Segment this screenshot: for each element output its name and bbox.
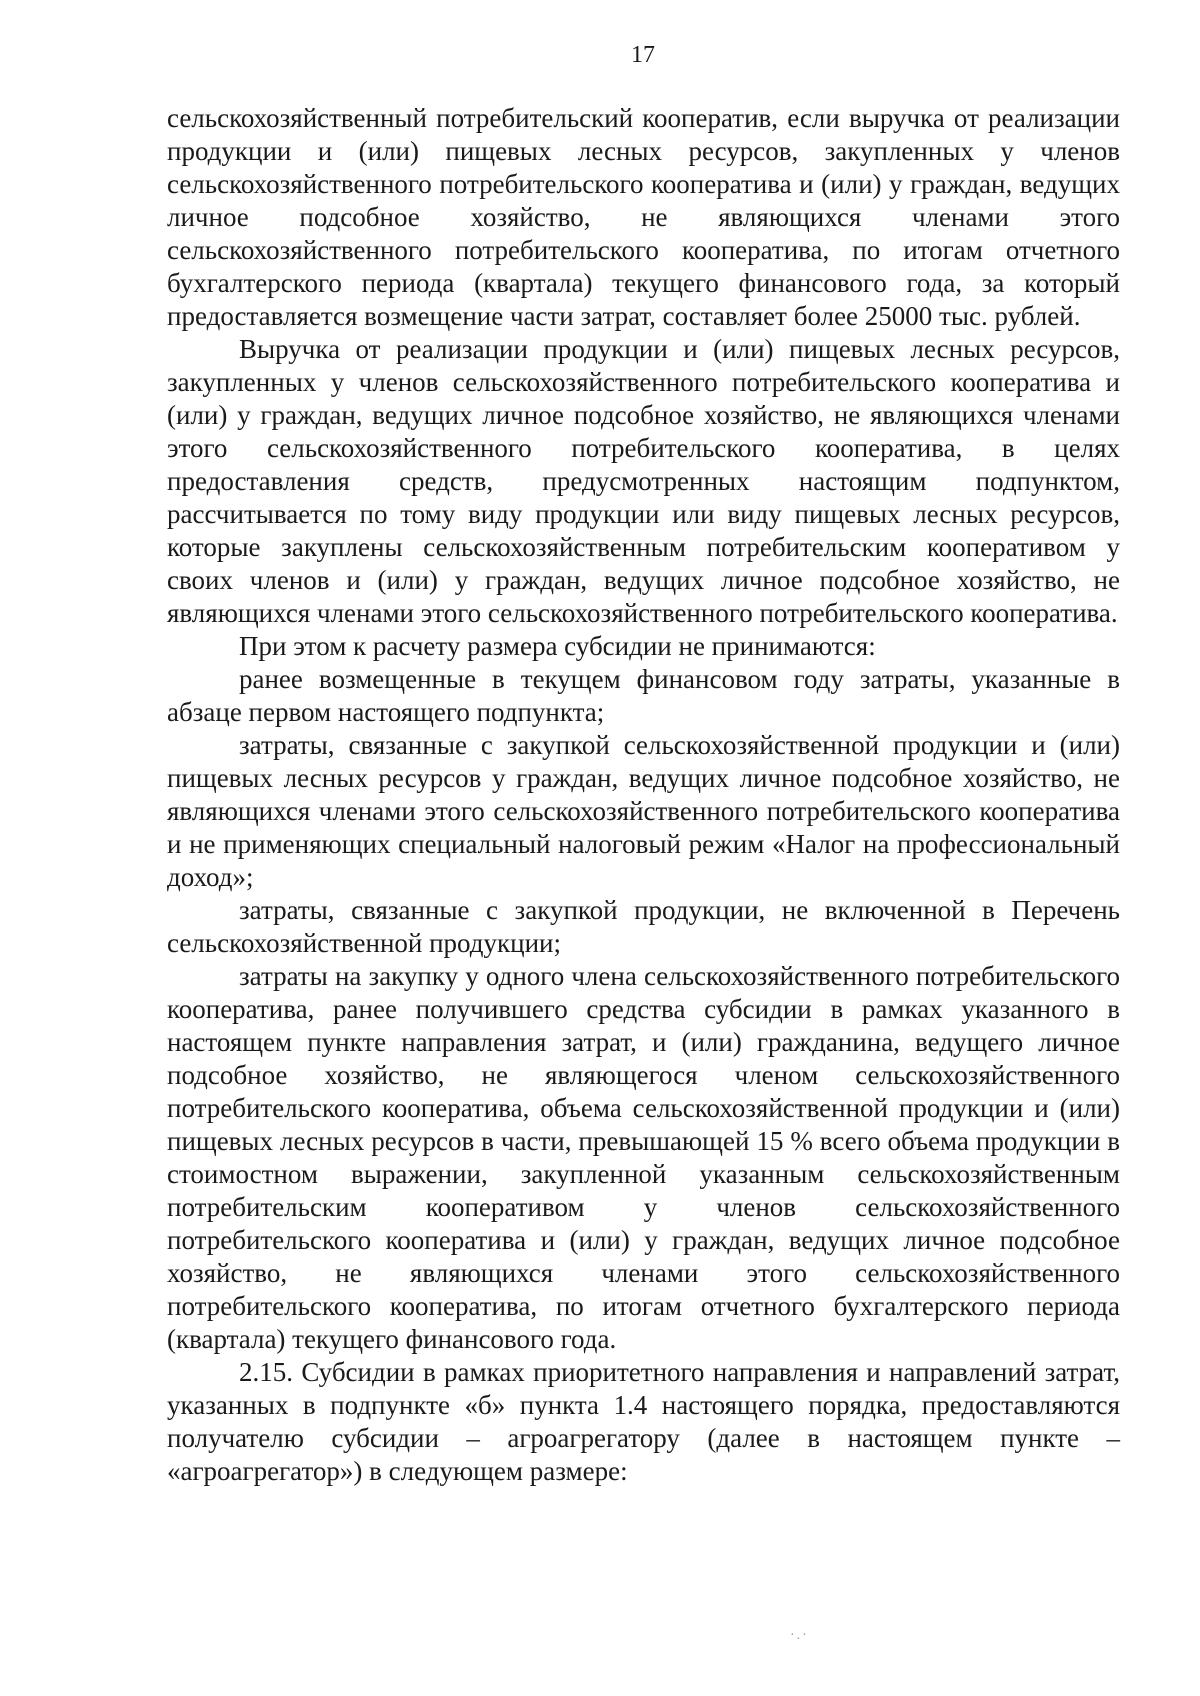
paragraph-exclusion-not-in-list: затраты, связанные с закупкой продукции, не включенной в Перечень сельскохозяйственной продукции;	[167, 895, 1120, 958]
paragraph-exclusion-previously-reimbursed: ранее возмещенные в текущем финансовом году затраты, указанные в абзаце первом настоящего подпункта;	[167, 664, 1120, 727]
paragraph-section-2-15: 2.15. Субсидии в рамках приоритетного направления и направлений затрат, указанных в подпункте «б» пункта 1.4 настоящего порядка, предоставляются получателю субсидии – агроагрегатору (далее в настоящем пункте – «агроагрегатор») в следующем размере:	[167, 1357, 1120, 1486]
paragraph-revenue-calculation: Выручка от реализации продукции и (или) пищевых лесных ресурсов, закупленных у членов сельскохозяйственного потребительского кооператива и (или) у граждан, ведущих личное подсобное хозяйство, не являющихся членами этого сельскохозяйственного потребительского кооператива, в целях предоставления средств, предусмотренных настоящим подпунктом, рассчитывается по тому виду продукции или виду пищевых лесных ресурсов, которые закуплены сельскохозяйственным потребительским кооперативом у своих членов и (или) у граждан, ведущих личное подсобное хозяйство, не являющихся членами этого сельскохозяйственного потребительского кооператива.	[167, 334, 1120, 628]
document-body	[167, 102, 1120, 1488]
scan-artifact-mark: ·.·	[790, 1628, 809, 1643]
paragraph-exclusion-over-limit: затраты на закупку у одного члена сельскохозяйственного потребительского кооператива, ранее получившего средства субсидии в рамках указанного в настоящем пункте направления затрат, и (или) гражданина, ведущего личное подсобное хозяйство, не являющегося членом сельскохозяйственного потребительского кооператива, объема сельскохозяйственной продукции и (или) пищевых лесных ресурсов в части, превышающей 15 % всего объема продукции в стоимостном выражении, закупленной указанным сельскохозяйственным потребительским кооперативом у членов сельскохозяйственного потребительского кооператива и (или) у граждан, ведущих личное подсобное хозяйство, не являющихся членами этого сельскохозяйственного потребительского кооператива, по итогам отчетного бухгалтерского периода (квартала) текущего финансового года.	[167, 961, 1120, 1354]
page-number: 17	[631, 42, 655, 68]
paragraph-exclusions-intro: При этом к расчету размера субсидии не принимаются:	[239, 631, 876, 661]
paragraph-continuation: сельскохозяйственный потребительский кооператив, если выручка от реализации продукции и (или) пищевых лесных ресурсов, закупленных у членов сельскохозяйственного потребительского кооператива и (или) у граждан, ведущих личное подсобное хозяйство, не являющихся членами этого сельскохозяйственного потребительского кооператива, по итогам отчетного бухгалтерского периода (квартала) текущего финансового года, за который предоставляется возмещение части затрат, составляет более 25000 тыс. рублей.	[167, 103, 1120, 331]
paragraph-exclusion-non-members: затраты, связанные с закупкой сельскохозяйственной продукции и (или) пищевых лесных ресурсов у граждан, ведущих личное подсобное хозяйство, не являющихся членами этого сельскохозяйственного потребительского кооператива и не применяющих специальный налоговый режим «Налог на профессиональный доход»;	[167, 730, 1120, 892]
